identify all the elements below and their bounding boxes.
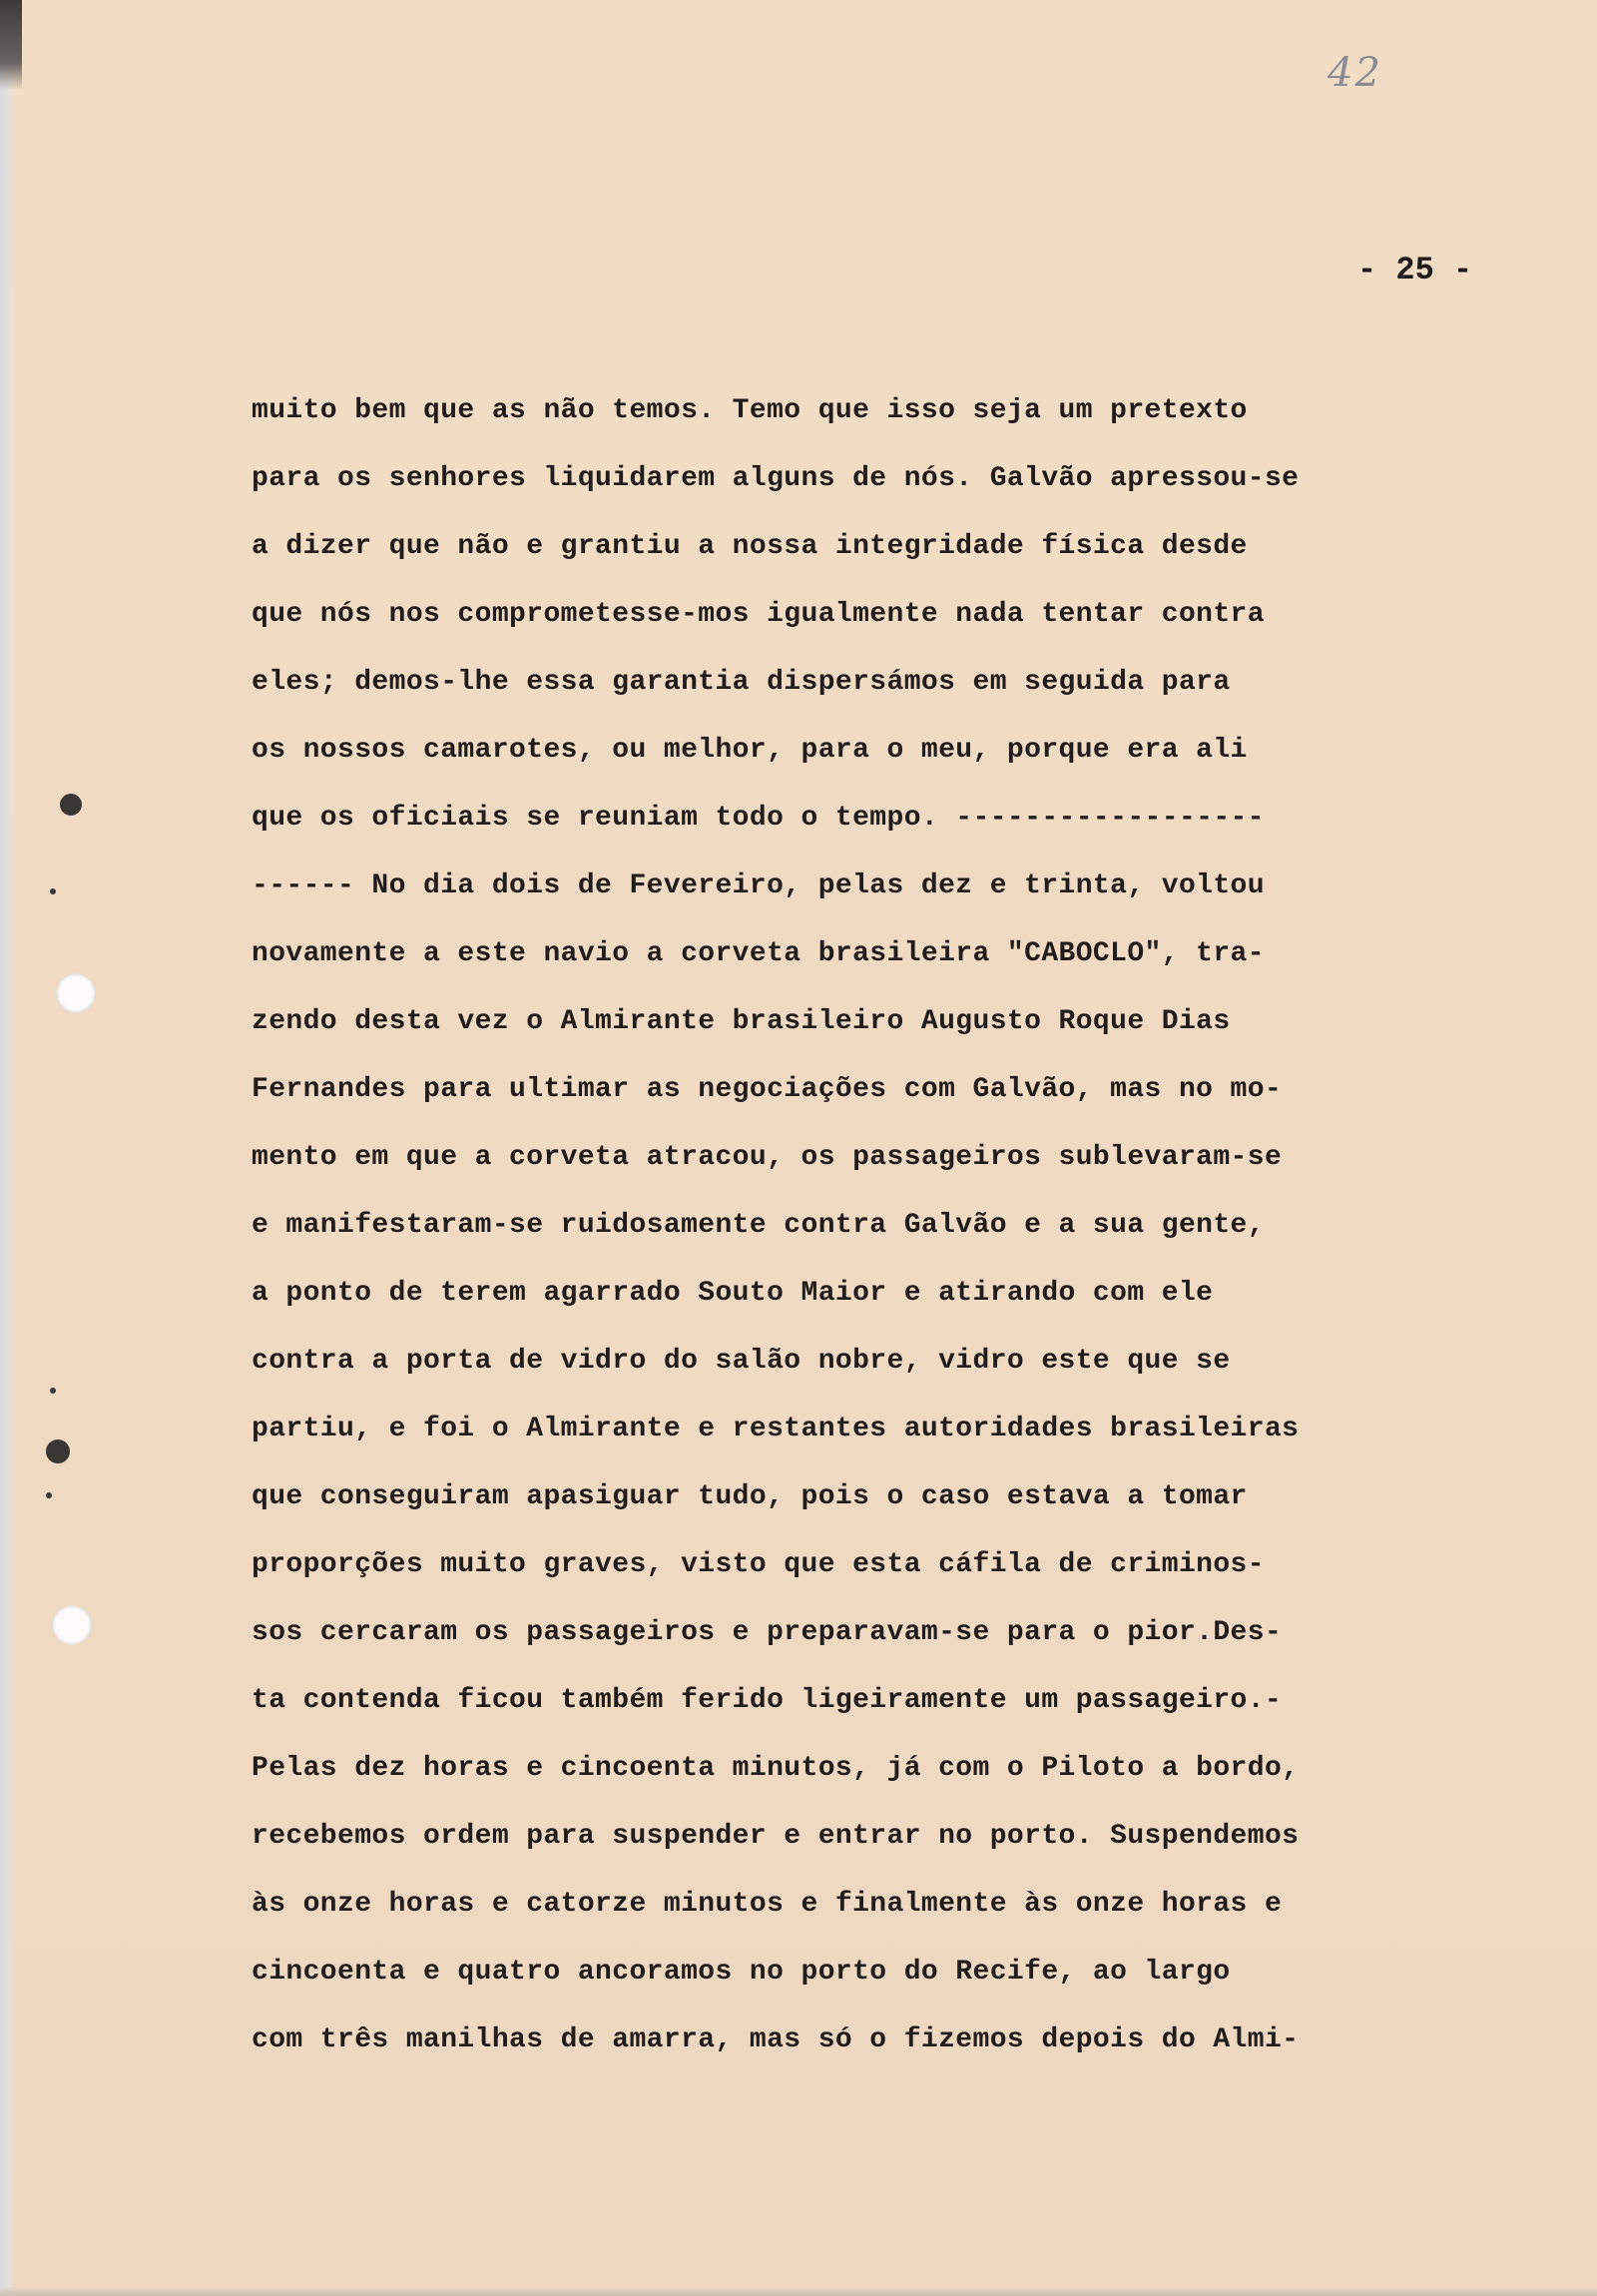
- page-left-edge: [0, 0, 16, 2296]
- text-line: mento em que a corveta atracou, os passageiros sublevaram-se: [252, 1142, 1283, 1173]
- text-line: que nós nos comprometesse-mos igualmente nada tentar contra: [252, 599, 1265, 630]
- page-corner-shadow: [0, 0, 22, 90]
- text-line: cincoenta e quatro ancoramos no porto do Recife, ao largo: [252, 1957, 1231, 1988]
- text-line: ta contenda ficou também ferido ligeiramente um passageiro.-: [252, 1685, 1283, 1716]
- ink-speck: [46, 1492, 52, 1498]
- text-line: proporções muito graves, visto que esta cáfila de criminos-: [252, 1549, 1265, 1580]
- text-line: eles; demos-lhe essa garantia dispersámos em seguida para: [252, 667, 1231, 698]
- ink-blot: [46, 1439, 70, 1463]
- text-line: partiu, e foi o Almirante e restantes autoridades brasileiras: [252, 1414, 1300, 1444]
- text-line: com três manilhas de amarra, mas só o fizemos depois do Almi-: [252, 2024, 1300, 2055]
- text-line: os nossos camarotes, ou melhor, para o meu, porque era ali: [252, 735, 1248, 766]
- text-line: sos cercaram os passageiros e preparavam-se para o pior.Des-: [252, 1617, 1283, 1648]
- text-line: novamente a este navio a corveta brasileira "CABOCLO", tra-: [252, 938, 1265, 969]
- page-bottom-edge: [0, 2286, 1597, 2296]
- text-line: para os senhores liquidarem alguns de nós. Galvão apressou-se: [252, 463, 1300, 494]
- text-line: Fernandes para ultimar as negociações com Galvão, mas no mo-: [252, 1074, 1283, 1105]
- text-line: ------ No dia dois de Fevereiro, pelas dez e trinta, voltou: [252, 870, 1265, 901]
- ink-blot: [60, 794, 82, 816]
- archive-folio-number: 42: [1328, 50, 1382, 96]
- text-line: que os oficiais se reuniam todo o tempo. ------------------: [252, 803, 1265, 834]
- text-line: às onze horas e catorze minutos e finalmente às onze horas e: [252, 1889, 1283, 1920]
- text-line: Pelas dez horas e cincoenta minutos, já com o Piloto a bordo,: [252, 1753, 1300, 1784]
- text-line: e manifestaram-se ruidosamente contra Galvão e a sua gente,: [252, 1210, 1265, 1241]
- text-line: a dizer que não e grantiu a nossa integridade física desde: [252, 531, 1248, 562]
- text-line: muito bem que as não temos. Temo que isso seja um pretexto: [252, 395, 1248, 426]
- text-line: zendo desta vez o Almirante brasileiro Augusto Roque Dias: [252, 1006, 1231, 1037]
- text-line: contra a porta de vidro do salão nobre, vidro este que se: [252, 1346, 1231, 1377]
- ink-speck: [50, 888, 56, 894]
- punch-hole-bottom: [52, 1605, 92, 1645]
- text-line: recebemos ordem para suspender e entrar no porto. Suspendemos: [252, 1821, 1300, 1852]
- text-line: que conseguiram apasiguar tudo, pois o caso estava a tomar: [252, 1481, 1248, 1512]
- punch-hole-top: [56, 973, 96, 1013]
- page-number: - 25 -: [1357, 252, 1473, 288]
- text-line: a ponto de terem agarrado Souto Maior e atirando com ele: [252, 1278, 1214, 1309]
- typed-body-text: [252, 377, 1549, 2074]
- ink-speck: [50, 1388, 56, 1394]
